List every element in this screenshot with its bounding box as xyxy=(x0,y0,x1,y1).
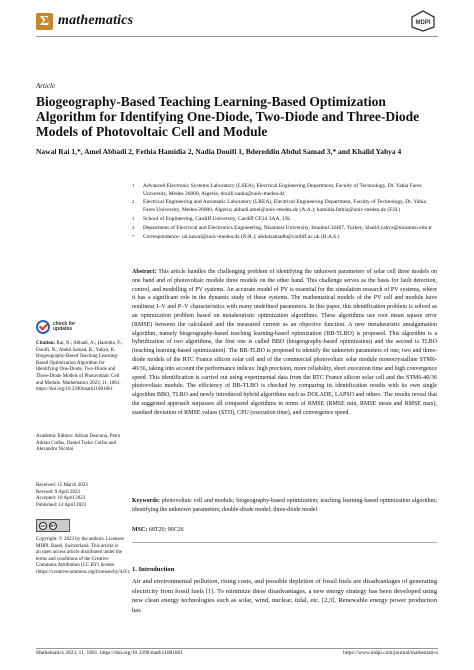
affiliation-item xyxy=(132,234,437,242)
affiliation-number: * xyxy=(132,233,135,239)
cc-icon: cc xyxy=(40,523,46,528)
abstract-label: Abstract: xyxy=(132,269,157,275)
footer-rule xyxy=(36,648,438,649)
abstract xyxy=(132,268,437,418)
affiliation-number: 2 xyxy=(132,199,135,205)
affiliation-item xyxy=(132,216,437,224)
journal-logo-icon: Σ xyxy=(36,13,53,30)
cc-by-license-icon[interactable] xyxy=(36,519,70,532)
keywords xyxy=(132,497,437,515)
section-rule xyxy=(132,542,437,543)
citation xyxy=(36,341,124,394)
author-list: Nawal Rai 1,*, Amel Abbadi 2, Fethia Hamidia 2, Nadia Douifi 1, Bdereddin Abdul Samad 3,* and Khalid Yahya 4 xyxy=(36,147,402,156)
affiliation-number: 3 xyxy=(132,215,135,221)
check-badge xyxy=(36,320,106,334)
msc-text: 68T20; 90C26 xyxy=(148,527,184,533)
affiliations xyxy=(132,183,437,242)
keywords-text: photovoltaic cell and module; biogeography-based optimization; teaching learning-based optimization algorithm; identifying the unknown parameters; double-diode model; three-diode model xyxy=(132,498,438,513)
editors-label: Academic Editors: xyxy=(36,434,74,439)
date-received: Received: 15 March 2023 xyxy=(36,483,88,488)
footer-citation: Mathematics 2023, 11, 1861. https://doi.org/10.3390/math11081861 xyxy=(36,650,183,656)
msc-codes xyxy=(132,527,184,533)
footer-journal-link[interactable]: https://www.mdpi.com/journal/mathematics xyxy=(343,650,438,656)
mdpi-logo-text: MDPI xyxy=(415,20,431,26)
mdpi-logo-icon xyxy=(410,10,436,32)
affiliation-text: Correspondence: rai.nawal@univ-medea.dz (N.R.); abdulsamadb@cardiff.ac.uk (B.A.S.) xyxy=(143,233,340,240)
abstract-text: This article handles the challenging problem of identifying the unknown parameters of solar cell three models on one hand and of photovoltaic module three models on the other hand. This challenge serves as the basis for fault detection, control, and modelling of PV systems. An accurate model of PV is essential for the simulation research of PV systems, where it has a significant role in the dynamic study of these systems. The mathematical models of the PV cell and module have nonlinear I–V and P–V characteristics with many undefined parameters. In this paper, this identification problem is solved as an optimization problem based on metaheuristic optimization algorithms. These algorithms use root mean square error (RMSE) between the calculated and the measured current as an objective function. A new metaheuristic amalgamation algorithm, namely biogeography-based teaching learning-based optimization (BB-TLBO) is proposed. This algorithm is a hybridization of two algorithms, the first one is called BBO (biogeography-based optimization) and the second is TLBO (teaching learning-based optimization). The BB-TLBO is proposed to identify the unknown parameters of one, two and three-diode models of the RTC France silicon solar cell and of the commercial photovoltaic solar module monocrystalline STM6-40/36, taking into account the performance indices: high precision, more reliability, short execution time and high convergence speed. This identification is carried out using experimental data from the RTC France silicon solar cell and the STM6-40/36 photovoltaic module. The efficiency of BB-TLBO is checked by comparing its identification results with its own single algorithm BBO, TLBO and newly introduced hybrid algorithms such as DOLADE, LAPSO and others. The results reveal that the suggested approach surpasses all compared algorithms in terms of RMSE (RMSE min, RMSE mean and RMSE max), standard deviation of RMSE values (STD), CPU (execution time), and convergence speed. xyxy=(132,269,437,416)
copyright-notice: Copyright: © 2023 by the authors. Licensee MDPI, Basel, Switzerland. This article is an open access article distributed under the terms and conditions of the Creative Commons Attribution (CC BY) license (https://creativecommons.org/licenses/by/4.0/). xyxy=(36,537,131,575)
msc-label: MSC: xyxy=(132,527,148,533)
affiliation-text: Department of Electrical and Electronics Engineering, Nisantasi University, Istanbul 34467, Turkey; khalid.yahya@nisantasi.edu.tr xyxy=(143,224,432,231)
journal-name: mathematics xyxy=(58,13,134,28)
affiliation-number: 4 xyxy=(132,224,135,230)
affiliation-text: School of Engineering, Cardiff University, Cardiff CF24 3AA, UK xyxy=(143,215,291,222)
date-revised: Revised: 9 April 2023 xyxy=(36,489,81,495)
affiliation-text: Electrical Engineering and Automatic Laboratory (LREA), Electrical Engineering Department, Faculty of Technology, Dr. Yahia Fares University, Medea 26000, Algeria; abbadi.amel@univ-medea.dz (A.A.); hamidia.fethia@univ-medea.dz (F.H.) xyxy=(143,199,426,213)
header-rule xyxy=(36,36,438,37)
publication-dates xyxy=(36,483,124,509)
by-icon: BY xyxy=(50,523,56,528)
article-title: Biogeography-Based Teaching Learning-Based Optimization Algorithm for Identifying One-Diode, Two-Diode and Three-Diode Models of Photovoltaic Cell and Module xyxy=(36,94,420,139)
date-published: Published: 14 April 2023 xyxy=(36,502,87,508)
article-type: Article xyxy=(36,82,56,90)
affiliation-item xyxy=(132,199,437,214)
editors-text: Adrian Deaconu, Petru Adrian Cotfas, Daniel Tudor Cotfas and Alexandru Nicolai xyxy=(36,434,121,453)
citation-text: Rai, N.; Abbadi, A.; Hamidia, F.; Douifi, N.; Abdul Samad, B.; Yahya, K. Biogeography-Based Teaching Learning-Based Optimization Algorithm for Identifying One-Diode, Two-Diode and Three-Diode Models of Photovoltaic Cell and Module. Mathematics 2023, 11, 1861. https://doi.org/10.3390/math11081861 xyxy=(36,341,123,393)
introduction-heading: 1. Introduction xyxy=(132,566,175,573)
check-updates-line2: updates xyxy=(53,326,73,332)
affiliation-item xyxy=(132,225,437,233)
check-updates-icon xyxy=(36,320,50,334)
check-updates-line1: check for xyxy=(53,320,76,327)
affiliation-text: Advanced Electronic Systems Laboratory (LSEA), Electrical Engineering Department, Faculty of Technology, Dr. Yahia Fares University, Medea 26000, Algeria; douifi.nadia@univ-medea.dz xyxy=(143,183,422,197)
citation-label: Citation: xyxy=(36,341,56,346)
keywords-label: Keywords: xyxy=(132,498,160,504)
date-accepted: Accepted: 10 April 2023 xyxy=(36,496,86,502)
check-for-updates-button[interactable] xyxy=(36,320,106,334)
affiliation-number: 1 xyxy=(132,183,135,188)
academic-editors xyxy=(36,434,124,454)
check-updates-label xyxy=(53,322,75,333)
introduction-text: Air and environmental pollution, rising costs, and possible depletion of fossil fuels are disadvantages of generating electricity from fossil fuels [1]. To minimize these disadvantages, a new energy strategy has been developed using new clean energy technologies such as solar, wind, nuclear, tidal, etc. [2,3]. Renewable energy power production has xyxy=(132,578,437,614)
affiliation-item xyxy=(132,183,437,198)
